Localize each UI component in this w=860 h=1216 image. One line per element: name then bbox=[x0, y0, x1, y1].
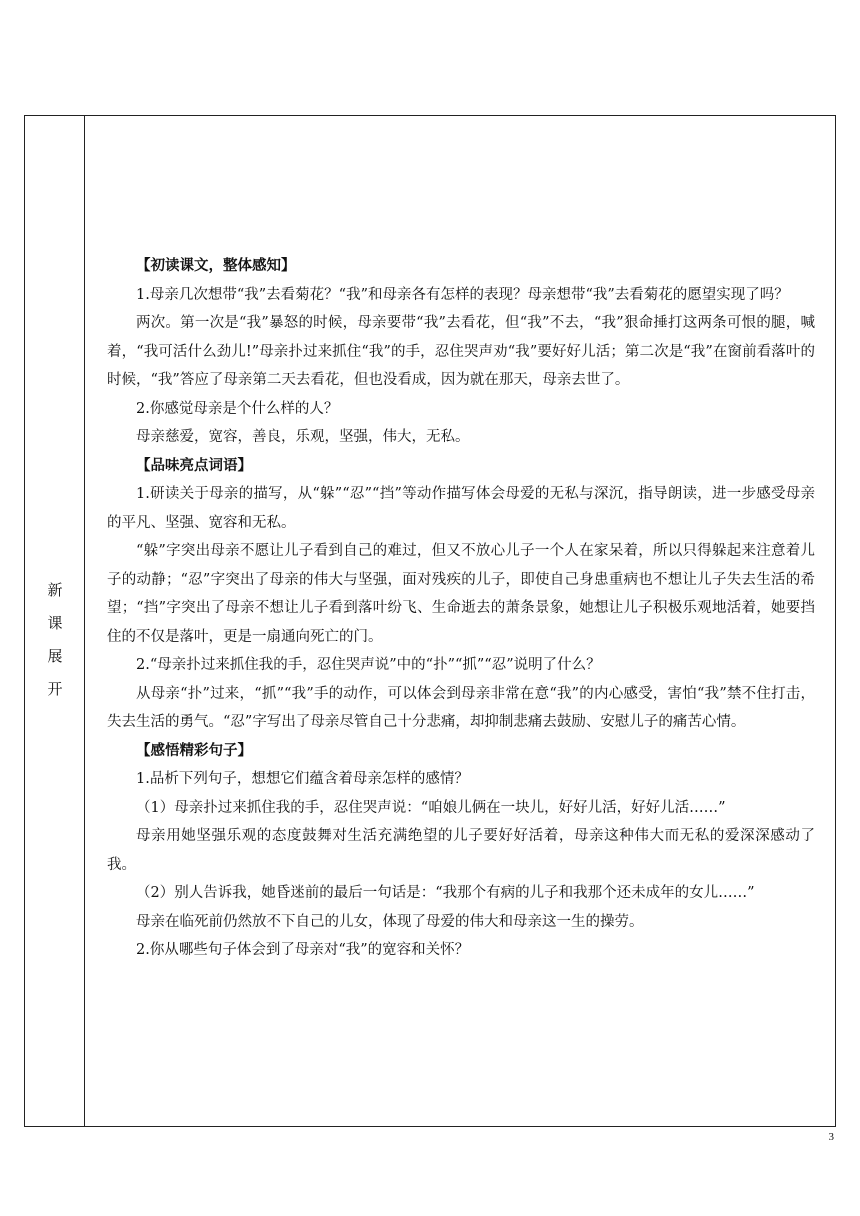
section-label-char: 开 bbox=[47, 680, 63, 698]
paragraph: 2.你感觉母亲是个什么样的人？ bbox=[136, 400, 339, 417]
paragraph: 母亲用她坚强乐观的态度鼓舞对生活充满绝望的儿子要好好活着，母亲这种伟大而无私的爱深深感动了我。 bbox=[107, 828, 815, 873]
lesson-content-cell bbox=[86, 116, 835, 1126]
section-heading: 【品味亮点词语】 bbox=[136, 456, 252, 474]
section-label-char: 新 bbox=[47, 581, 63, 599]
section-label-char: 展 bbox=[47, 647, 63, 665]
paragraph: 2.你从哪些句子体会到了母亲对“我”的宽容和关怀？ bbox=[136, 942, 470, 958]
paragraph: 母亲慈爱，宽容，善良，乐观，坚强，伟大，无私。 bbox=[136, 429, 470, 445]
paragraph: （1）母亲扑过来抓住我的手，忍住哭声说：“咱娘儿俩在一块儿，好好儿活，好好儿活……” bbox=[136, 799, 726, 816]
paragraph: （2）别人告诉我，她昏迷前的最后一句话是：“我那个有病的儿子和我那个还未成年的女儿……” bbox=[136, 885, 755, 901]
paragraph: 1.品析下列句子，想想它们蕴含着母亲怎样的感情？ bbox=[136, 771, 469, 787]
paragraph: 两次。第一次是“我”暴怒的时候，母亲要带“我”去看花，但“我”不去，“我”狠命捶打这两条可恨的腿，喊着，“我可活什么劲儿!”母亲扑过来抓住“我”的手，忍住哭声劝“我”要好好儿活；第二次是“我”在窗前看落叶的时候，“我”答应了母亲第二天去看花，但也没看成，因为就在那天，母亲去世了。 bbox=[107, 315, 815, 388]
section-label bbox=[25, 574, 85, 706]
paragraph: 从母亲“扑”过来，“抓”“我”手的动作，可以体会到母亲非常在意“我”的内心感受，害怕“我”禁不住打击，失去生活的勇气。“忍”字写出了母亲尽管自己十分悲痛，却抑制悲痛去鼓励、安慰儿子的痛苦心情。 bbox=[107, 685, 815, 730]
page-number: 3 bbox=[828, 1131, 834, 1143]
paragraph: 母亲在临死前仍然放不下自己的儿女，体现了母爱的伟大和母亲这一生的操劳。 bbox=[136, 913, 644, 930]
section-heading: 【初读课文，整体感知】 bbox=[136, 257, 296, 274]
section-heading: 【感悟精彩句子】 bbox=[136, 741, 252, 759]
section-label-cell bbox=[25, 116, 85, 1126]
section-label-char: 课 bbox=[47, 614, 63, 632]
paragraph: 2.“母亲扑过来抓住我的手，忍住哭声说”中的“扑”“抓”“忍”说明了什么？ bbox=[136, 657, 601, 673]
paragraph: 1.研读关于母亲的描写，从“躲”“忍”“挡”等动作描写体会母爱的无私与深沉，指导朗读，进一步感受母亲的平凡、坚强、宽容和无私。 bbox=[107, 486, 815, 531]
lesson-table bbox=[24, 115, 836, 1127]
paragraph: 1.母亲几次想带“我”去看菊花？“我”和母亲各有怎样的表现？母亲想带“我”去看菊花的愿望实现了吗？ bbox=[136, 286, 789, 303]
paragraph: “躲”字突出母亲不愿让儿子看到自己的难过，但又不放心儿子一个人在家呆着，所以只得躲起来注意着儿子的动静；“忍”字突出了母亲的伟大与坚强，面对残疾的儿子，即使自己身患重病也不想让儿子失去生活的希望；“挡”字突出了母亲不想让儿子看到落叶纷飞、生命逝去的萧条景象，她想让儿子积极乐观地活着，她要挡住的不仅是落叶，更是一扇通向死亡的门。 bbox=[107, 543, 815, 645]
